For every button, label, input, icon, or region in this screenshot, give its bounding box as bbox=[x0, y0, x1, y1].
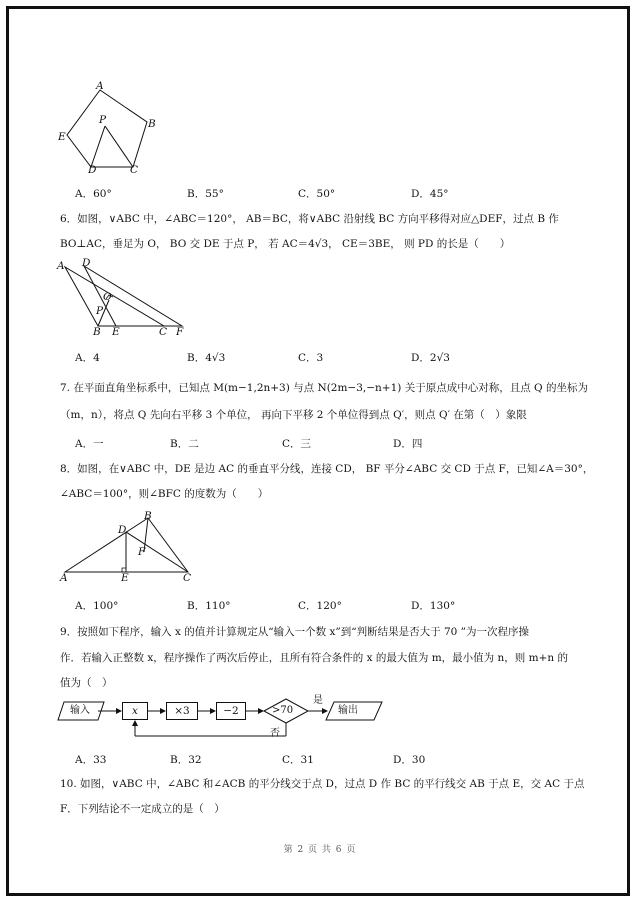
q5-label-p: P bbox=[99, 114, 107, 126]
q6-option-b[interactable]: B．4√3 bbox=[187, 352, 226, 364]
q6-label-a: A bbox=[57, 260, 65, 272]
q8-option-b[interactable]: B．110° bbox=[187, 600, 231, 612]
q9-flow-lines bbox=[58, 698, 438, 748]
q5-option-c[interactable]: C．50° bbox=[298, 188, 336, 200]
q9-stem-line3: 值为（ ） bbox=[60, 677, 113, 689]
q8-label-c: C bbox=[183, 572, 192, 584]
q8-stem-line1: 8．如图，在∨ABC 中，DE 是边 AC 的垂直平分线，连接 CD， BF 平分∠ABC 交 CD 于点 F，已知∠A＝30°， bbox=[60, 463, 594, 475]
q5-label-e: E bbox=[58, 131, 66, 143]
q8-label-e: E bbox=[121, 572, 129, 584]
q5-option-d[interactable]: D．45° bbox=[411, 188, 449, 200]
q10-stem-line2: F．下列结论不一定成立的是（ ） bbox=[60, 803, 225, 815]
q6-stem-line1: 6．如图，∨ABC 中，∠ABC＝120°， AB＝BC，将∨ABC 沿射线 BC 方向平移得对应△DEF，过点 B 作 bbox=[60, 213, 559, 225]
q6-label-b: B bbox=[93, 326, 101, 338]
q9-stem-line1: 9．按照如下程序，输入 x 的值并计算规定从“输入一个数 x”到“判断结果是否大于 70 ”为一次程序操 bbox=[60, 626, 530, 638]
q8-diagram bbox=[60, 510, 200, 580]
q5-option-a[interactable]: A．60° bbox=[75, 188, 112, 200]
q8-option-d[interactable]: D．130° bbox=[411, 600, 456, 612]
q5-label-b: B bbox=[148, 118, 156, 130]
q5-label-c: C bbox=[130, 164, 139, 176]
q7-option-c[interactable]: C．三 bbox=[282, 438, 312, 450]
q7-option-b[interactable]: B．二 bbox=[170, 438, 199, 450]
q9-flow-no: 否 bbox=[270, 728, 280, 739]
q6-option-d[interactable]: D．2√3 bbox=[411, 352, 450, 364]
q7-option-a[interactable]: A．一 bbox=[75, 438, 104, 450]
page-footer: 第 2 页 共 6 页 bbox=[283, 845, 357, 855]
q10-stem-line1: 10. 如图，∨ABC 中，∠ABC 和∠ACB 的平分线交于点 D，过点 D 作 BC 的平行线交 AB 于点 E，交 AC 于点 bbox=[60, 778, 585, 790]
q9-flow-judge: >70 bbox=[272, 705, 294, 716]
q5-label-d: D bbox=[88, 164, 97, 176]
q8-stem-line2: ∠ABC＝100°，则∠BFC 的度数为（ ） bbox=[60, 488, 269, 500]
q9-stem-line2: 作．若输入正整数 x，程序操作了两次后停止，且所有符合条件的 x 的最大值为 m，最小值为 n，则 m+n 的 bbox=[60, 652, 568, 664]
q6-label-o: O bbox=[103, 291, 112, 303]
q7-stem-line2: （m，n），将点 Q 先向右平移 3 个单位， 再向下平移 2 个单位得到点 Q′，则点 Q′ 在第（ ）象限 bbox=[60, 409, 527, 421]
q6-label-d: D bbox=[82, 257, 91, 269]
q9-flow-input: 输入 bbox=[70, 705, 90, 716]
q5-diagram bbox=[55, 80, 175, 190]
q9-flow-x-box: x bbox=[122, 702, 148, 720]
q9-flow-yes: 是 bbox=[313, 695, 323, 706]
q6-option-c[interactable]: C．3 bbox=[298, 352, 324, 364]
q9-flow-times3-box: ×3 bbox=[166, 702, 198, 720]
q6-stem-line2: BO⊥AC，垂足为 O， BO 交 DE 于点 P， 若 AC＝4√3， CE＝3BE， 则 PD 的长是（ ） bbox=[60, 238, 511, 250]
q9-option-c[interactable]: C．31 bbox=[282, 754, 314, 766]
q8-label-d: D bbox=[118, 524, 127, 536]
q8-label-f: F bbox=[138, 546, 146, 558]
q6-option-a[interactable]: A．4 bbox=[75, 352, 100, 364]
q9-option-d[interactable]: D．30 bbox=[393, 754, 426, 766]
q8-option-a[interactable]: A．100° bbox=[75, 600, 119, 612]
q5-label-a: A bbox=[96, 80, 104, 92]
q6-label-p: P bbox=[96, 305, 104, 317]
q6-label-f: F bbox=[176, 326, 184, 338]
q9-option-a[interactable]: A．33 bbox=[75, 754, 107, 766]
q9-option-b[interactable]: B．32 bbox=[170, 754, 202, 766]
q6-label-c: C bbox=[159, 326, 168, 338]
q8-label-b: B bbox=[144, 510, 152, 522]
q8-label-a: A bbox=[60, 572, 68, 584]
q7-stem-line1: 7. 在平面直角坐标系中，已知点 M(m−1,2n+3) 与点 N(2m−3,−n+1) 关于原点成中心对称，且点 Q 的坐标为 bbox=[60, 382, 588, 394]
q7-option-d[interactable]: D．四 bbox=[393, 438, 423, 450]
q8-option-c[interactable]: C．120° bbox=[298, 600, 342, 612]
q6-label-e: E bbox=[112, 326, 120, 338]
q9-flow-minus2-box: −2 bbox=[216, 702, 246, 720]
q9-flow-output: 输出 bbox=[338, 705, 358, 716]
q5-option-b[interactable]: B．55° bbox=[187, 188, 224, 200]
